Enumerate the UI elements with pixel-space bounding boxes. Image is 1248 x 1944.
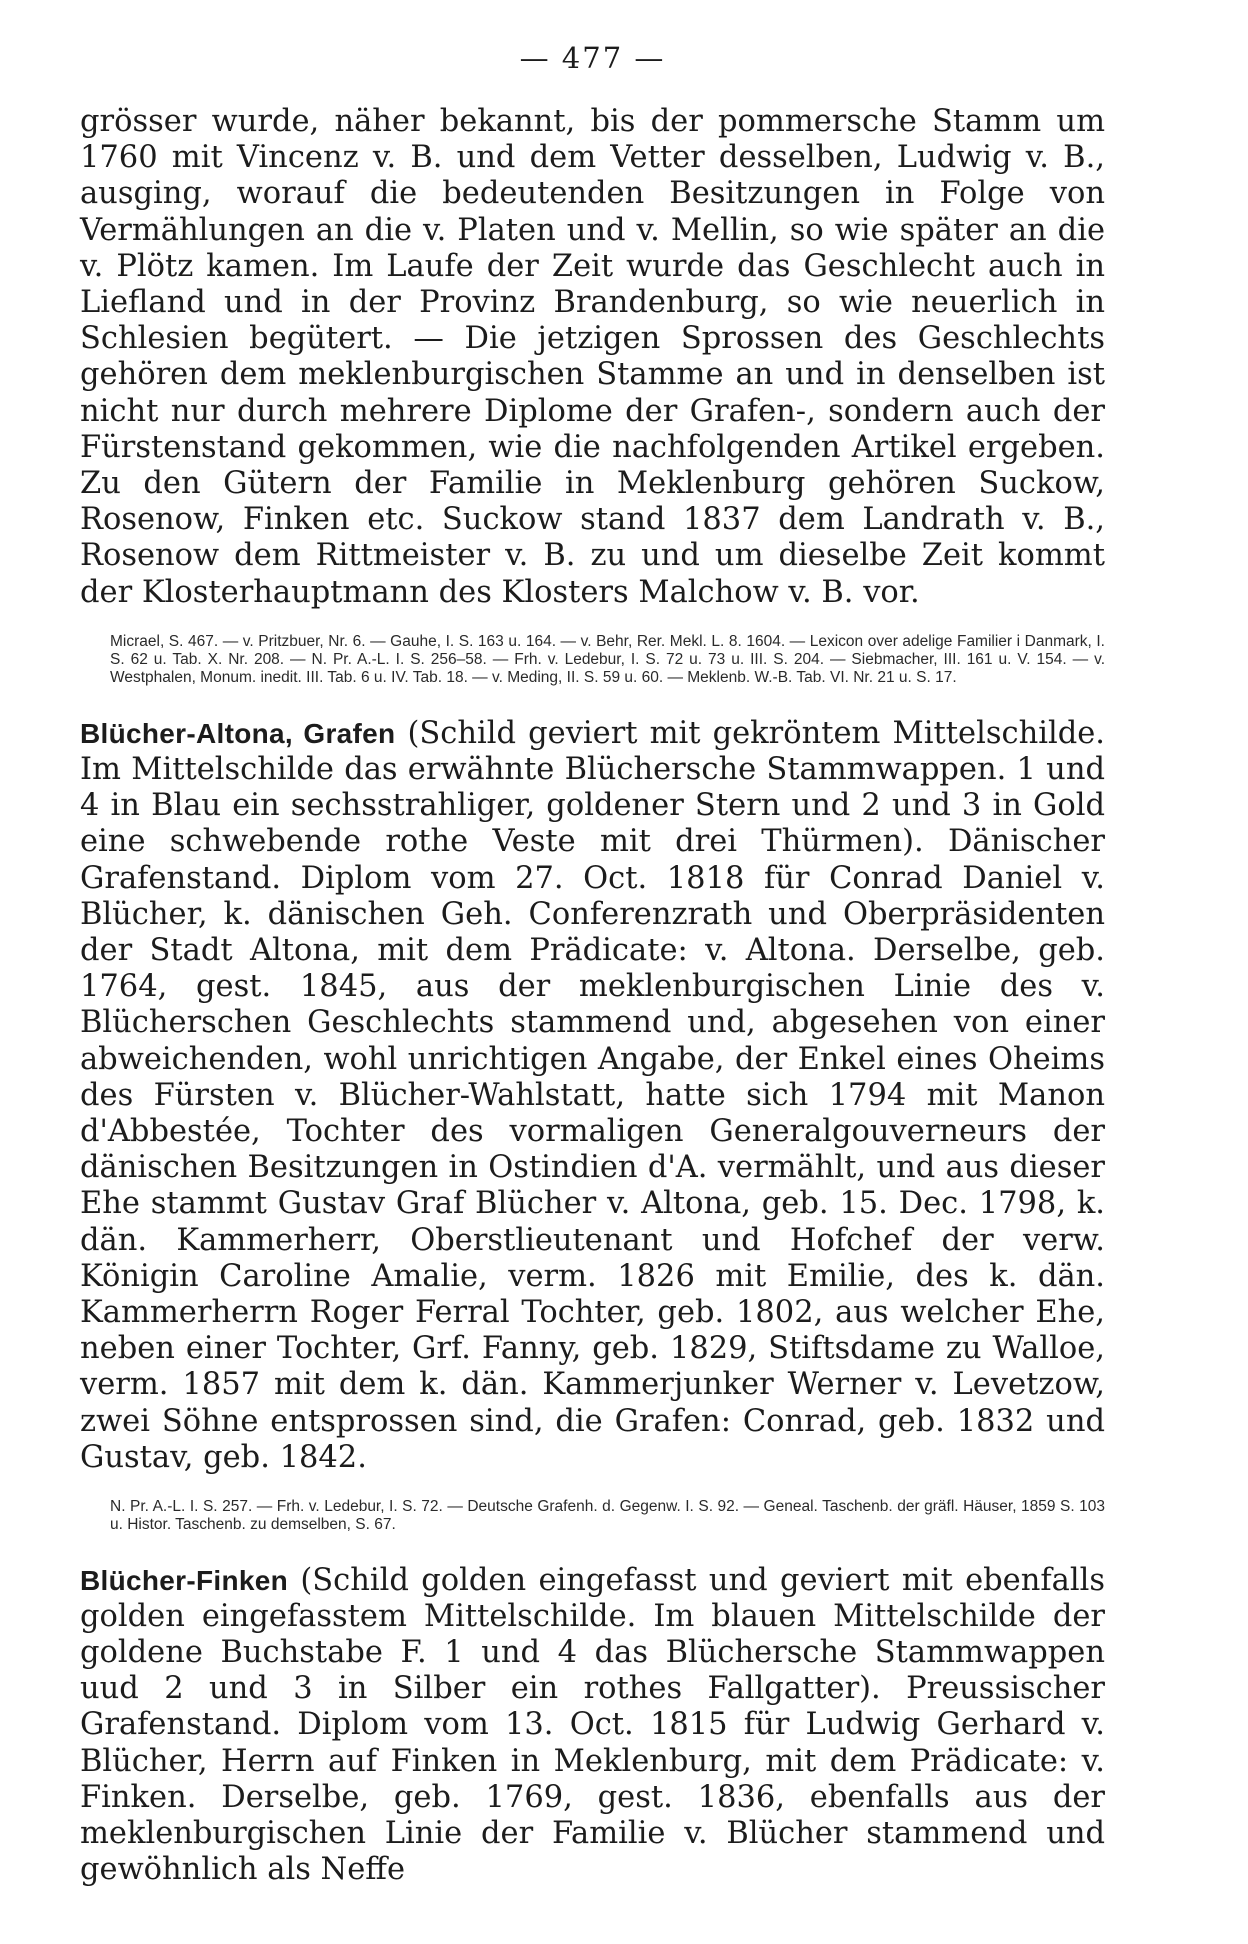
- article-body: (Schild golden eingefasst und geviert mit ebenfalls golden eingefasstem Mittelschilde. Im blauen Mittelschilde der goldene Buchstabe F. 1 und 4 das Blüchersche Stammwappen uud 2 und 3 in Silber ein rothes Fallgatter). Preussischer Grafenstand. Diplom vom 13. Oct. 1815 für Ludwig Gerhard v. Blücher, Herrn auf Finken in Meklenburg, mit dem Prädicate: v. Finken. Derselbe, geb. 1769, gest. 1836, ebenfalls aus der meklenburgischen Linie der Familie v. Blücher stammend und gewöhnlich als Neffe: [80, 1562, 1105, 1888]
- book-page: [80, 40, 1105, 1888]
- article-bluecher-altona: [80, 716, 1105, 1476]
- altona-sources: N. Pr. A.-L. I. S. 257. — Frh. v. Ledebur, I. S. 72. — Deutsche Grafenh. d. Gegenw. I. S. 92. — Geneal. Taschenb. der gräfl. Häuser, 1859 S. 103 u. Histor. Taschenb. zu demselben, S. 67.: [110, 1498, 1105, 1534]
- article-bluecher-finken: [80, 1563, 1105, 1889]
- intro-sources: Micrael, S. 467. — v. Pritzbuer, Nr. 6. — Gauhe, I. S. 163 u. 164. — v. Behr, Rer. Mekl. L. 8. 1604. — Lexicon over adelige Familier i Danmark, I. S. 62 u. Tab. X. Nr. 208. — N. Pr. A.-L. I. S. 256–58. — Frh. v. Ledebur, I. S. 72 u. 73 u. III. S. 204. — Siebmacher, III. 161 u. V. 154. — v. Westphalen, Monum. inedit. III. Tab. 6 u. IV. Tab. 18. — v. Meding, II. S. 59 u. 60. — Meklenb. W.-B. Tab. VI. Nr. 21 u. S. 17.: [110, 632, 1105, 687]
- intro-paragraph: grösser wurde, näher bekannt, bis der pommersche Stamm um 1760 mit Vincenz v. B. und dem Vetter desselben, Ludwig v. B., ausging, worauf die bedeutenden Besitzungen in Folge von Vermählungen an die v. Platen und v. Mellin, so wie später an die v. Plötz kamen. Im Laufe der Zeit wurde das Geschlecht auch in Liefland und in der Provinz Brandenburg, so wie neuerlich in Schlesien begütert. — Die jetzigen Sprossen des Geschlechts gehören dem meklenburgischen Stamme an und in denselben ist nicht nur durch mehrere Diplome der Grafen-, sondern auch der Fürstenstand gekommen, wie die nachfolgenden Artikel ergeben. Zu den Gütern der Familie in Meklenburg gehören Suckow, Rosenow, Finken etc. Suckow stand 1837 dem Landrath v. B., Rosenow dem Rittmeister v. B. zu und um dieselbe Zeit kommt der Klosterhauptmann des Klosters Malchow v. B. vor.: [80, 104, 1105, 610]
- page-number: — 477 —: [519, 41, 666, 75]
- article-body: (Schild geviert mit gekröntem Mittelschilde. Im Mittelschilde das erwähnte Blüchersche Stammwappen. 1 und 4 in Blau ein sechsstrahliger, goldener Stern und 2 und 3 in Gold eine schwebende rothe Veste mit drei Thürmen). Dänischer Grafenstand. Diplom vom 27. Oct. 1818 für Conrad Daniel v. Blücher, k. dänischen Geh. Conferenzrath und Oberpräsidenten der Stadt Altona, mit dem Prädicate: v. Altona. Derselbe, geb. 1764, gest. 1845, aus der meklenburgischen Linie des v. Blücherschen Geschlechts stammend und, abgesehen von einer abweichenden, wohl unrichtigen Angabe, der Enkel eines Oheims des Fürsten v. Blücher-Wahlstatt, hatte sich 1794 mit Manon d'Abbestée, Tochter des vormaligen Generalgouverneurs der dänischen Besitzungen in Ostindien d'A. vermählt, und aus dieser Ehe stammt Gustav Graf Blücher v. Altona, geb. 15. Dec. 1798, k. dän. Kammerherr, Oberstlieutenant und Hofchef der verw. Königin Caroline Amalie, verm. 1826 mit Emilie, des k. dän. Kammerherrn Roger Ferral Tochter, geb. 1802, aus welcher Ehe, neben einer Tochter, Grf. Fanny, geb. 1829, Stiftsdame zu Walloe, verm. 1857 mit dem k. dän. Kammerjunker Werner v. Levetzow, zwei Söhne entsprossen sind, die Grafen: Conrad, geb. 1832 und Gustav, geb. 1842.: [80, 715, 1105, 1475]
- article-heading: Blücher-Altona, Grafen: [80, 717, 396, 749]
- article-heading: Blücher-Finken: [80, 1564, 289, 1596]
